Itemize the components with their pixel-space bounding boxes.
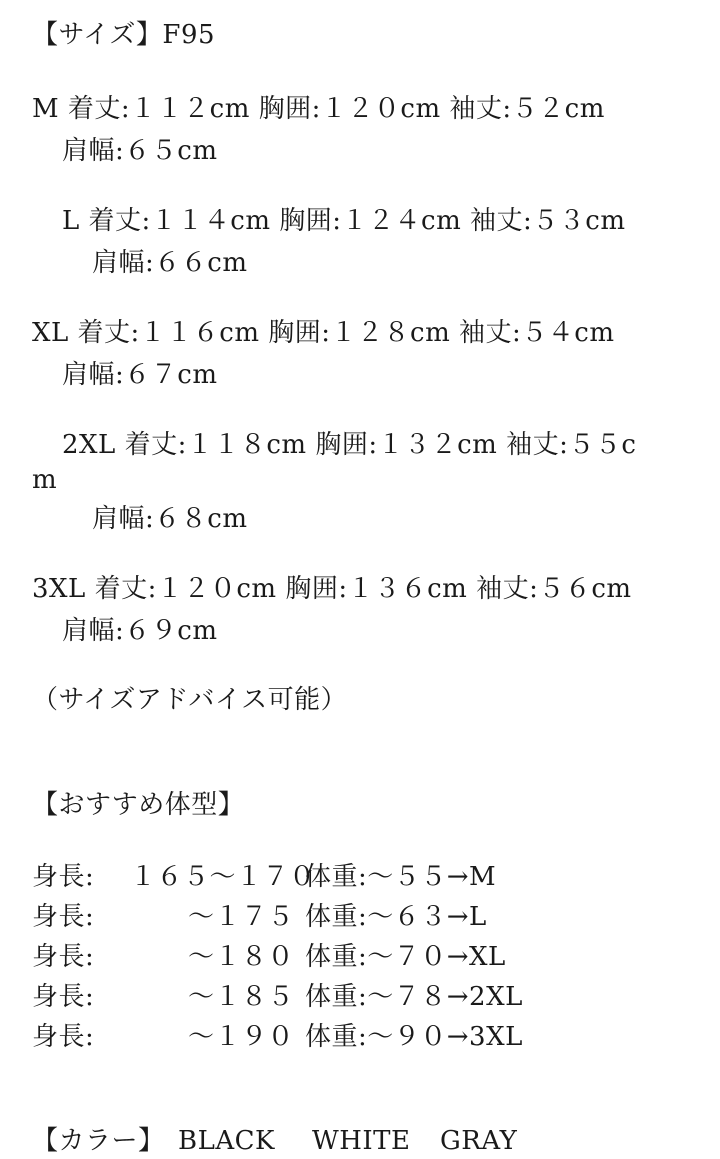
color-option-white: WHITE xyxy=(312,1126,411,1156)
weight-size: 体重:〜９０→3XL xyxy=(305,1022,523,1052)
recommend-heading: 【おすすめ体型】 xyxy=(32,790,245,820)
height-label: 身長: xyxy=(32,1022,95,1052)
size-2xl-measurements: 2XL 着丈:１１８cm 胸囲:１３２cm 袖丈:５５c xyxy=(62,430,637,460)
size-3xl-measurements: 3XL 着丈:１２０cm 胸囲:１３６cm 袖丈:５６cm xyxy=(32,574,632,604)
size-2xl-shoulder: 肩幅:６８cm xyxy=(92,504,248,534)
size-m-shoulder: 肩幅:６５cm xyxy=(62,136,218,166)
height-label: 身長: xyxy=(32,862,95,892)
color-option-gray: GRAY xyxy=(440,1126,518,1156)
size-l-measurements: L 着丈:１１４cm 胸囲:１２４cm 袖丈:５３cm xyxy=(62,206,626,236)
height-label: 身長: xyxy=(32,902,95,932)
size-3xl-shoulder: 肩幅:６９cm xyxy=(62,616,218,646)
weight-size: 体重:〜６３→L xyxy=(305,902,487,932)
size-l-shoulder: 肩幅:６６cm xyxy=(92,248,248,278)
size-advice-note: （サイズアドバイス可能） xyxy=(32,685,348,715)
height-label: 身長: xyxy=(32,982,95,1012)
weight-size: 体重:〜７８→2XL xyxy=(305,982,523,1012)
color-heading: 【カラー】 xyxy=(32,1126,165,1156)
weight-size: 体重:〜５５→M xyxy=(305,862,497,892)
size-xl-shoulder: 肩幅:６７cm xyxy=(62,360,218,390)
height-range: 〜１９０ xyxy=(188,1022,295,1052)
size-m-measurements: M 着丈:１１２cm 胸囲:１２０cm 袖丈:５２cm xyxy=(32,94,605,124)
color-option-black: BLACK xyxy=(178,1126,275,1156)
height-range: 〜１７５ xyxy=(188,902,295,932)
size-2xl-measurements-wrap: m xyxy=(32,465,58,495)
height-range: 〜１８０ xyxy=(188,942,295,972)
size-xl-measurements: XL 着丈:１１６cm 胸囲:１２８cm 袖丈:５４cm xyxy=(32,318,615,348)
height-range: １６５〜１７０ xyxy=(130,862,316,892)
height-label: 身長: xyxy=(32,942,95,972)
height-range: 〜１８５ xyxy=(188,982,295,1012)
size-heading: 【サイズ】F95 xyxy=(32,20,216,50)
weight-size: 体重:〜７０→XL xyxy=(305,942,506,972)
